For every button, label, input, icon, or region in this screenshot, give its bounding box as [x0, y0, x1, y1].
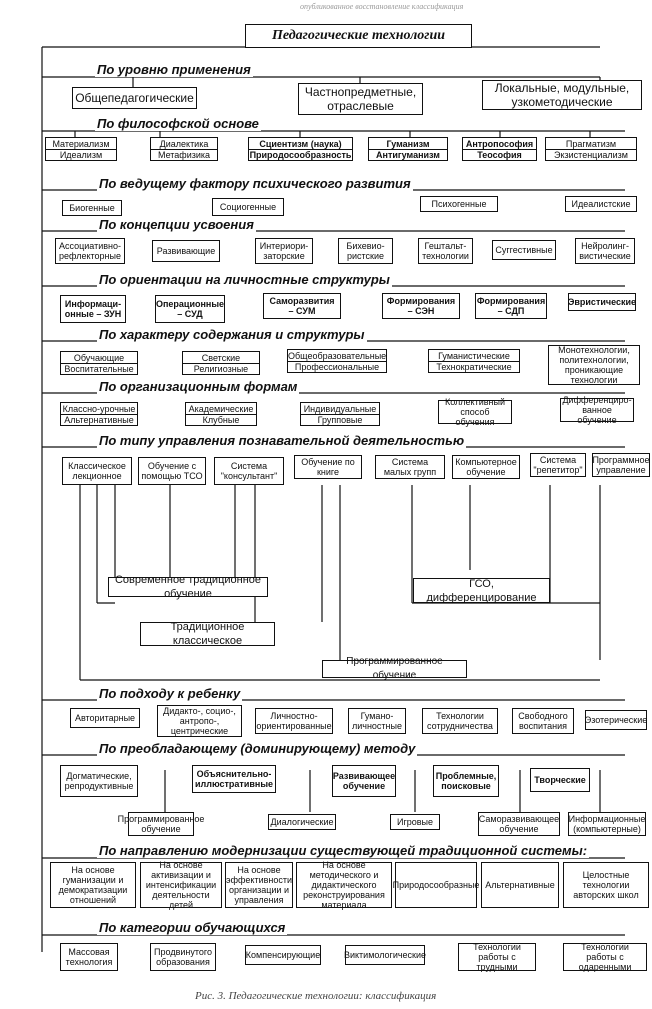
- approach-box: Эзотерические: [585, 710, 647, 730]
- approach-box: Личностно-ориентированные: [255, 708, 333, 734]
- structure-box: Информаци-онные – ЗУН: [60, 295, 126, 323]
- management-box: Классическое лекционное: [62, 457, 132, 485]
- modernization-box: На основе эффективности организации и управления: [225, 862, 293, 908]
- group-gso: ГСО, дифференцирование: [413, 578, 550, 603]
- org-form-box: Индивидуальные Групповые: [300, 402, 380, 426]
- structure-box: Эвристические: [568, 293, 636, 311]
- philosophy-box: Антропософия Теософия: [462, 137, 537, 161]
- management-box: Система "консультант": [214, 457, 284, 485]
- management-box: Система "репетитор": [530, 453, 586, 477]
- structure-box: Формирования – СДП: [475, 293, 547, 319]
- method-box: Проблемные, поисковые: [433, 765, 499, 797]
- category-4: По концепции усвоения: [99, 217, 254, 232]
- category-1: По уровню применения: [97, 62, 251, 77]
- management-box: Программное управление: [592, 455, 650, 475]
- method-box: Программированное обучение: [117, 814, 205, 834]
- concept-box: Бихевио-ристские: [338, 238, 393, 264]
- method-box: Саморазвивающее обучение: [478, 814, 560, 834]
- category-5: По ориентации на личностные структуры: [99, 272, 390, 287]
- philosophy-box: Сциентизм (наука) Природосообразность: [249, 138, 352, 160]
- category-12: По категории обучающихся: [99, 920, 286, 935]
- modernization-box: На основе гуманизации и демократизации отношений: [50, 862, 136, 908]
- org-form-box: Дифференциро-ванное обучение: [560, 398, 634, 422]
- group-programmed: Программированное обучение: [322, 660, 467, 678]
- content-box: Гуманистические Технократические: [428, 349, 520, 373]
- content-box: Светские Религиозные: [182, 351, 260, 375]
- group-modern-traditional: Современное традиционное обучение: [108, 577, 268, 597]
- figure-caption: Рис. 3. Педагогические технологии: классификация: [195, 990, 437, 1002]
- philosophy-box: Диалектика Метафизика: [150, 137, 218, 161]
- method-box: Игровые: [390, 814, 440, 830]
- content-box: Монотехнологии, политехнологии, проникающие технологии: [548, 345, 640, 385]
- learner-box: Технологии работы с одаренными: [563, 943, 647, 971]
- approach-box: Дидакто-, социо-, антропо-, центрические: [157, 705, 242, 737]
- level-box: Частнопредметные, отраслевые: [298, 83, 423, 115]
- approach-box: Авторитарные: [70, 708, 140, 728]
- management-box: Компьютерное обучение: [452, 455, 520, 479]
- level-box: Общепедагогические: [72, 87, 197, 109]
- approach-box: Технологии сотрудничества: [422, 708, 498, 734]
- group-traditional-classic: Традиционное классическое: [140, 622, 275, 646]
- management-box: Обучение по книге: [294, 455, 362, 479]
- philosophy-box: Материализм Идеализм: [45, 137, 117, 161]
- management-box: Обучение с помощью ТСО: [138, 457, 206, 485]
- org-form-box: Академические Клубные: [185, 402, 257, 426]
- approach-box: Гумано-личностные: [348, 708, 406, 734]
- structure-box: Саморазвития – СУМ: [263, 293, 341, 319]
- management-box: Система малых групп: [375, 455, 445, 479]
- structure-box: Операционные – СУД: [155, 295, 225, 323]
- level-box: Локальные, модульные, узкометодические: [482, 80, 642, 110]
- modernization-box: Альтернативные: [481, 862, 559, 908]
- category-11: По направлению модернизации существующей традиционной системы:: [99, 843, 588, 858]
- learner-box: Массовая технология: [60, 943, 118, 971]
- method-box: Информационные (компьютерные): [568, 814, 646, 834]
- concept-box: Ассоциативно-рефлекторные: [55, 238, 125, 264]
- modernization-box: На основе активизации и интенсификации деятельности детей: [140, 862, 222, 908]
- concept-box: Нейролинг-вистические: [575, 238, 635, 264]
- concept-box: Суггестивные: [492, 240, 556, 260]
- concept-box: Интериори-заторские: [255, 238, 313, 264]
- concept-box: Гештальт-технологии: [418, 238, 473, 264]
- diagram-title: Педагогические технологии: [245, 24, 472, 48]
- method-box: Развивающее обучение: [332, 765, 396, 797]
- modernization-box: Природосообразные: [395, 862, 477, 908]
- category-2: По философской основе: [97, 116, 259, 131]
- content-box: Обучающие Воспитательные: [60, 351, 138, 375]
- method-box: Объяснительно-иллюстративные: [192, 765, 276, 793]
- factor-box: Социогенные: [212, 198, 284, 216]
- faded-header: опубликованное восстановление классификация: [300, 2, 464, 11]
- factor-box: Психогенные: [420, 196, 498, 212]
- org-form-box: Классно-урочные Альтернативные: [60, 402, 138, 426]
- category-7: По организационным формам: [99, 379, 298, 394]
- learner-box: Виктимологические: [345, 945, 425, 965]
- method-box: Диалогические: [268, 814, 336, 830]
- structure-box: Формирования – СЭН: [382, 293, 460, 319]
- modernization-box: Целостные технологии авторских школ: [563, 862, 649, 908]
- method-box: Творческие: [530, 768, 590, 792]
- category-10: По преобладающему (доминирующему) методу: [99, 741, 416, 756]
- category-9: По подходу к ребенку: [99, 686, 241, 701]
- content-box: Общеобразовательные Профессиональные: [288, 350, 387, 372]
- org-form-box: Коллективный способ обучения: [438, 400, 512, 424]
- category-6: По характеру содержания и структуры: [99, 327, 365, 342]
- category-8: По типу управления познавательной деятельностью: [99, 433, 465, 448]
- learner-box: Технологии работы с трудными: [458, 943, 536, 971]
- philosophy-box: Прагматизм Экзистенциализм: [545, 137, 637, 161]
- method-box: Догматические, репродуктивные: [60, 765, 138, 797]
- learner-box: Компенсирующие: [245, 945, 321, 965]
- approach-box: Свободного воспитания: [512, 708, 574, 734]
- factor-box: Идеалистские: [565, 196, 637, 212]
- modernization-box: На основе методического и дидактического реконструирования материала: [296, 862, 392, 908]
- factor-box: Биогенные: [62, 200, 122, 216]
- category-3: По ведущему фактору психического развития: [99, 176, 411, 191]
- concept-box: Развивающие: [152, 240, 220, 262]
- philosophy-box: Гуманизм Антигуманизм: [368, 137, 448, 161]
- learner-box: Продвинутого образования: [150, 943, 216, 971]
